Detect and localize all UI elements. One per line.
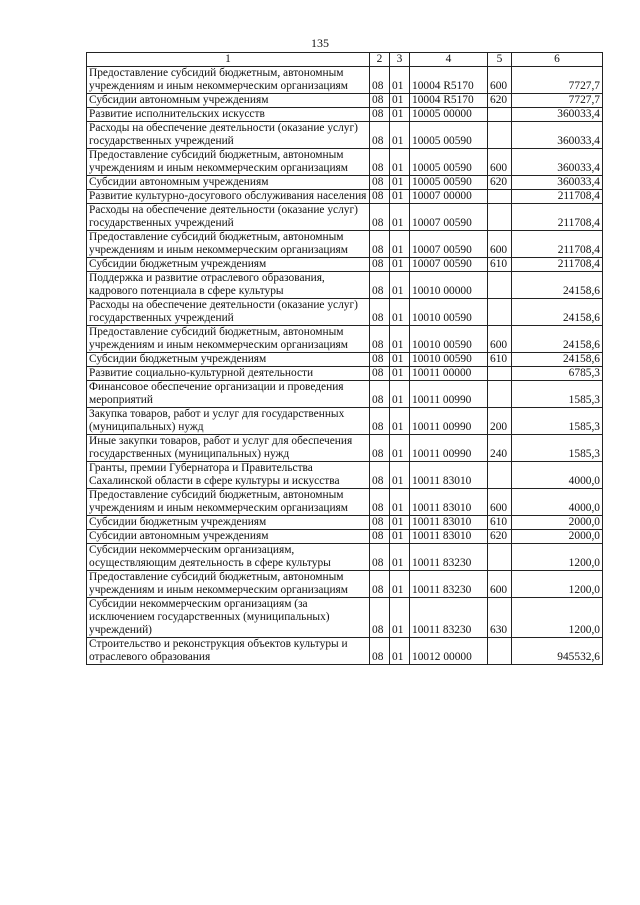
row-name-cell: Предоставление субсидий бюджетным, автономным учреждениям и иным некоммерческим организациям (87, 571, 370, 598)
column-header: 6 (512, 53, 603, 67)
row-name-cell: Предоставление субсидий бюджетным, автономным учреждениям и иным некоммерческим организациям (87, 231, 370, 258)
row-subsection-cell: 01 (390, 326, 410, 353)
table-row (87, 462, 603, 489)
row-name-cell: Расходы на обеспечение деятельности (оказание услуг) государственных учреждений (87, 204, 370, 231)
row-amount-cell: 1200,0 (512, 544, 603, 571)
row-target-article-cell: 10005 00000 (410, 108, 488, 122)
row-section-cell: 08 (370, 638, 390, 665)
row-name-cell: Развитие исполнительских искусств (87, 108, 370, 122)
row-subsection-cell: 01 (390, 176, 410, 190)
row-amount-cell: 24158,6 (512, 272, 603, 299)
table-row (87, 381, 603, 408)
table-row (87, 299, 603, 326)
table-row (87, 67, 603, 94)
row-amount-cell: 360033,4 (512, 122, 603, 149)
row-subsection-cell: 01 (390, 272, 410, 299)
row-section-cell: 08 (370, 272, 390, 299)
row-name-cell: Гранты, премии Губернатора и Правительства Сахалинской области в сфере культуры и искусства (87, 462, 370, 489)
row-expense-type-cell: 620 (488, 530, 512, 544)
row-subsection-cell: 01 (390, 462, 410, 489)
row-amount-cell: 211708,4 (512, 231, 603, 258)
row-subsection-cell: 01 (390, 299, 410, 326)
row-section-cell: 08 (370, 530, 390, 544)
row-expense-type-cell (488, 108, 512, 122)
row-section-cell: 08 (370, 408, 390, 435)
row-section-cell: 08 (370, 149, 390, 176)
row-amount-cell: 1585,3 (512, 435, 603, 462)
row-name-cell: Развитие культурно-досугового обслуживания населения (87, 190, 370, 204)
row-target-article-cell: 10011 83230 (410, 544, 488, 571)
table-row (87, 408, 603, 435)
row-target-article-cell: 10010 00590 (410, 353, 488, 367)
table-row (87, 598, 603, 638)
budget-table (86, 52, 603, 665)
row-section-cell: 08 (370, 598, 390, 638)
row-target-article-cell: 10004 R5170 (410, 67, 488, 94)
row-expense-type-cell (488, 204, 512, 231)
row-amount-cell: 24158,6 (512, 326, 603, 353)
row-target-article-cell: 10011 83010 (410, 516, 488, 530)
row-expense-type-cell: 600 (488, 67, 512, 94)
row-section-cell: 08 (370, 353, 390, 367)
table-row (87, 516, 603, 530)
row-section-cell: 08 (370, 94, 390, 108)
row-section-cell: 08 (370, 299, 390, 326)
row-expense-type-cell (488, 381, 512, 408)
row-target-article-cell: 10010 00000 (410, 272, 488, 299)
column-header: 1 (87, 53, 370, 67)
row-section-cell: 08 (370, 258, 390, 272)
row-name-cell: Субсидии автономным учреждениям (87, 530, 370, 544)
row-target-article-cell: 10011 00000 (410, 367, 488, 381)
row-subsection-cell: 01 (390, 367, 410, 381)
row-name-cell: Субсидии автономным учреждениям (87, 94, 370, 108)
row-amount-cell: 4000,0 (512, 462, 603, 489)
table-row (87, 108, 603, 122)
row-section-cell: 08 (370, 435, 390, 462)
row-target-article-cell: 10011 83010 (410, 489, 488, 516)
row-target-article-cell: 10005 00590 (410, 176, 488, 190)
row-amount-cell: 1200,0 (512, 571, 603, 598)
row-subsection-cell: 01 (390, 190, 410, 204)
row-subsection-cell: 01 (390, 108, 410, 122)
row-name-cell: Расходы на обеспечение деятельности (оказание услуг) государственных учреждений (87, 299, 370, 326)
row-name-cell: Финансовое обеспечение организации и проведения мероприятий (87, 381, 370, 408)
row-target-article-cell: 10011 00990 (410, 408, 488, 435)
table-row (87, 149, 603, 176)
table-row (87, 571, 603, 598)
row-section-cell: 08 (370, 176, 390, 190)
row-expense-type-cell (488, 367, 512, 381)
row-section-cell: 08 (370, 544, 390, 571)
row-subsection-cell: 01 (390, 489, 410, 516)
table-row (87, 435, 603, 462)
row-target-article-cell: 10004 R5170 (410, 94, 488, 108)
row-subsection-cell: 01 (390, 67, 410, 94)
row-amount-cell: 7727,7 (512, 94, 603, 108)
row-section-cell: 08 (370, 204, 390, 231)
row-subsection-cell: 01 (390, 638, 410, 665)
row-target-article-cell: 10010 00590 (410, 299, 488, 326)
row-expense-type-cell (488, 190, 512, 204)
row-section-cell: 08 (370, 381, 390, 408)
row-subsection-cell: 01 (390, 408, 410, 435)
table-row (87, 122, 603, 149)
row-name-cell: Строительство и реконструкция объектов культуры и отраслевого образования (87, 638, 370, 665)
row-amount-cell: 7727,7 (512, 67, 603, 94)
row-target-article-cell: 10011 00990 (410, 381, 488, 408)
row-expense-type-cell: 600 (488, 489, 512, 516)
table-row (87, 544, 603, 571)
row-name-cell: Субсидии бюджетным учреждениям (87, 516, 370, 530)
row-target-article-cell: 10011 00990 (410, 435, 488, 462)
table-row (87, 231, 603, 258)
row-section-cell: 08 (370, 326, 390, 353)
row-subsection-cell: 01 (390, 149, 410, 176)
row-amount-cell: 360033,4 (512, 108, 603, 122)
row-target-article-cell: 10007 00000 (410, 190, 488, 204)
row-name-cell: Субсидии некоммерческим организациям, осуществляющим деятельность в сфере культуры (87, 544, 370, 571)
table-row (87, 489, 603, 516)
row-target-article-cell: 10011 83010 (410, 462, 488, 489)
row-amount-cell: 211708,4 (512, 204, 603, 231)
row-subsection-cell: 01 (390, 544, 410, 571)
row-section-cell: 08 (370, 367, 390, 381)
row-subsection-cell: 01 (390, 598, 410, 638)
table-row (87, 272, 603, 299)
table-row (87, 94, 603, 108)
row-name-cell: Субсидии некоммерческим организациям (за исключением государственных (муниципальных) учреждений) (87, 598, 370, 638)
row-amount-cell: 1200,0 (512, 598, 603, 638)
page-number: 135 (311, 36, 329, 50)
row-expense-type-cell (488, 544, 512, 571)
table-header-row (87, 53, 603, 67)
row-amount-cell: 4000,0 (512, 489, 603, 516)
row-subsection-cell: 01 (390, 122, 410, 149)
row-amount-cell: 211708,4 (512, 258, 603, 272)
row-name-cell: Предоставление субсидий бюджетным, автономным учреждениям и иным некоммерческим организациям (87, 67, 370, 94)
row-subsection-cell: 01 (390, 381, 410, 408)
row-expense-type-cell: 610 (488, 353, 512, 367)
row-name-cell: Закупка товаров, работ и услуг для государственных (муниципальных) нужд (87, 408, 370, 435)
row-target-article-cell: 10010 00590 (410, 326, 488, 353)
table-row (87, 353, 603, 367)
column-header: 5 (488, 53, 512, 67)
row-section-cell: 08 (370, 190, 390, 204)
row-target-article-cell: 10007 00590 (410, 258, 488, 272)
row-amount-cell: 2000,0 (512, 530, 603, 544)
row-subsection-cell: 01 (390, 530, 410, 544)
row-amount-cell: 24158,6 (512, 299, 603, 326)
row-name-cell: Предоставление субсидий бюджетным, автономным учреждениям и иным некоммерческим организациям (87, 149, 370, 176)
row-section-cell: 08 (370, 67, 390, 94)
table-body (87, 67, 603, 665)
row-amount-cell: 945532,6 (512, 638, 603, 665)
row-amount-cell: 6785,3 (512, 367, 603, 381)
row-expense-type-cell (488, 638, 512, 665)
table-row (87, 530, 603, 544)
row-expense-type-cell (488, 272, 512, 299)
row-target-article-cell: 10011 83230 (410, 598, 488, 638)
table-row (87, 367, 603, 381)
row-name-cell: Субсидии автономным учреждениям (87, 176, 370, 190)
row-section-cell: 08 (370, 489, 390, 516)
row-name-cell: Поддержка и развитие отраслевого образования, кадрового потенциала в сфере культуры (87, 272, 370, 299)
row-target-article-cell: 10007 00590 (410, 204, 488, 231)
row-subsection-cell: 01 (390, 435, 410, 462)
row-expense-type-cell: 600 (488, 231, 512, 258)
column-header: 4 (410, 53, 488, 67)
row-expense-type-cell: 600 (488, 149, 512, 176)
row-section-cell: 08 (370, 516, 390, 530)
row-subsection-cell: 01 (390, 231, 410, 258)
row-name-cell: Предоставление субсидий бюджетным, автономным учреждениям и иным некоммерческим организациям (87, 326, 370, 353)
row-name-cell: Субсидии бюджетным учреждениям (87, 258, 370, 272)
row-name-cell: Предоставление субсидий бюджетным, автономным учреждениям и иным некоммерческим организациям (87, 489, 370, 516)
column-header: 2 (370, 53, 390, 67)
row-amount-cell: 360033,4 (512, 176, 603, 190)
row-name-cell: Развитие социально-культурной деятельности (87, 367, 370, 381)
row-expense-type-cell: 600 (488, 571, 512, 598)
row-expense-type-cell: 600 (488, 326, 512, 353)
row-amount-cell: 2000,0 (512, 516, 603, 530)
row-subsection-cell: 01 (390, 258, 410, 272)
row-subsection-cell: 01 (390, 516, 410, 530)
row-amount-cell: 211708,4 (512, 190, 603, 204)
row-expense-type-cell: 620 (488, 94, 512, 108)
row-amount-cell: 1585,3 (512, 381, 603, 408)
table-row (87, 204, 603, 231)
row-expense-type-cell: 200 (488, 408, 512, 435)
row-expense-type-cell: 610 (488, 516, 512, 530)
row-section-cell: 08 (370, 462, 390, 489)
row-expense-type-cell (488, 299, 512, 326)
row-expense-type-cell (488, 462, 512, 489)
table-row (87, 638, 603, 665)
row-target-article-cell: 10011 83010 (410, 530, 488, 544)
row-subsection-cell: 01 (390, 571, 410, 598)
table-row (87, 326, 603, 353)
row-section-cell: 08 (370, 231, 390, 258)
row-target-article-cell: 10005 00590 (410, 149, 488, 176)
row-expense-type-cell: 610 (488, 258, 512, 272)
row-target-article-cell: 10005 00590 (410, 122, 488, 149)
row-amount-cell: 360033,4 (512, 149, 603, 176)
row-section-cell: 08 (370, 108, 390, 122)
table-row (87, 176, 603, 190)
row-name-cell: Расходы на обеспечение деятельности (оказание услуг) государственных учреждений (87, 122, 370, 149)
column-header: 3 (390, 53, 410, 67)
row-section-cell: 08 (370, 122, 390, 149)
row-target-article-cell: 10011 83230 (410, 571, 488, 598)
row-subsection-cell: 01 (390, 353, 410, 367)
row-target-article-cell: 10007 00590 (410, 231, 488, 258)
row-subsection-cell: 01 (390, 204, 410, 231)
row-section-cell: 08 (370, 571, 390, 598)
row-amount-cell: 24158,6 (512, 353, 603, 367)
row-expense-type-cell: 630 (488, 598, 512, 638)
row-expense-type-cell (488, 122, 512, 149)
row-expense-type-cell: 240 (488, 435, 512, 462)
table-row (87, 258, 603, 272)
row-expense-type-cell: 620 (488, 176, 512, 190)
row-name-cell: Иные закупки товаров, работ и услуг для обеспечения государственных (муниципальных) нужд (87, 435, 370, 462)
row-amount-cell: 1585,3 (512, 408, 603, 435)
table-row (87, 190, 603, 204)
row-target-article-cell: 10012 00000 (410, 638, 488, 665)
row-subsection-cell: 01 (390, 94, 410, 108)
row-name-cell: Субсидии бюджетным учреждениям (87, 353, 370, 367)
